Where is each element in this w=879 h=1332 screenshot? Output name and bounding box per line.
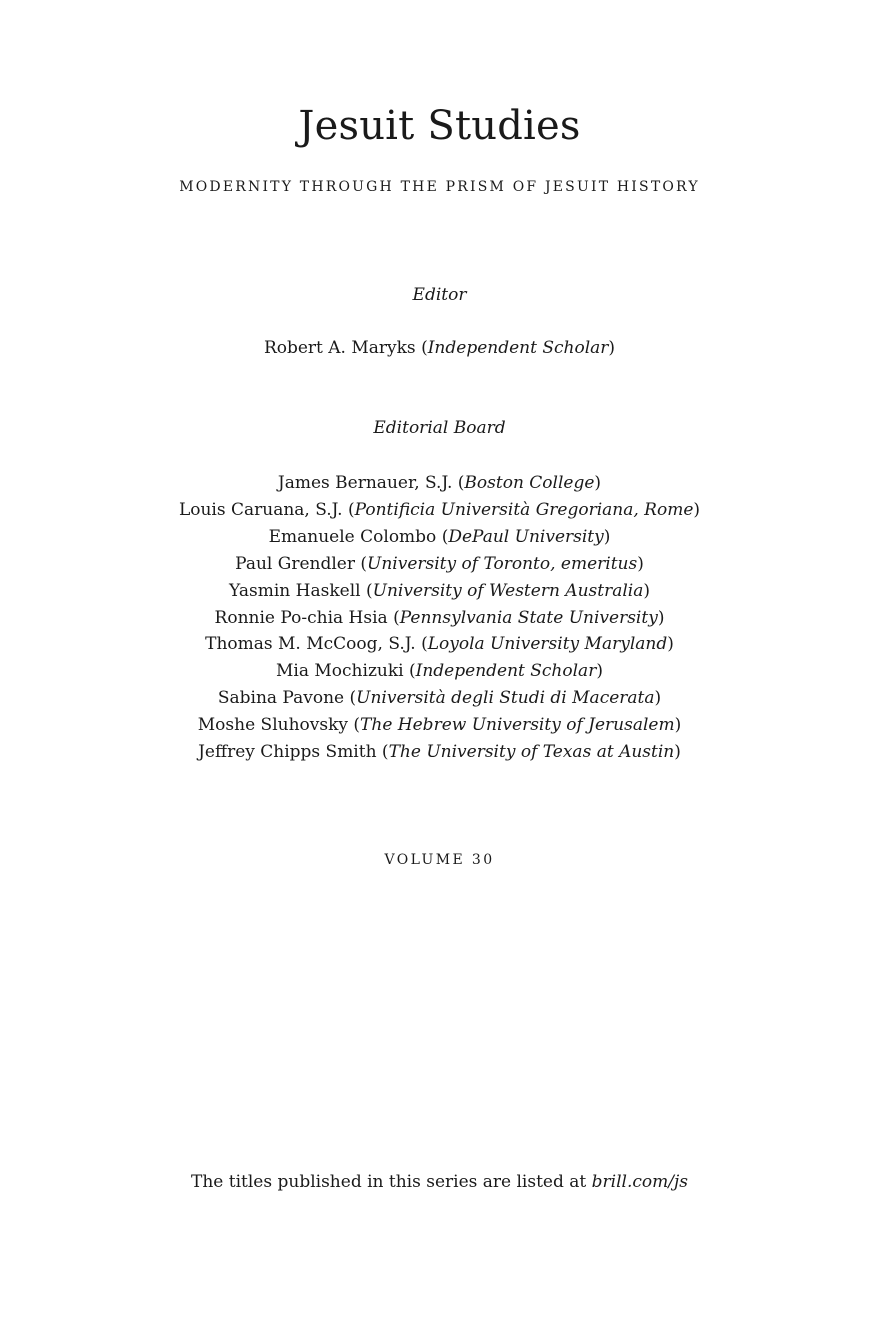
editor-entry: Robert A. Maryks (Independent Scholar) (263, 338, 616, 358)
board-member-name: Paul Grendler (235, 553, 355, 574)
series-website-link[interactable]: brill.com/js (591, 1172, 688, 1192)
board-member-affiliation: The Hebrew University of Jerusalem (360, 715, 675, 736)
series-subtitle: MODERNITY THROUGH THE PRISM OF JESUIT HISTORY (179, 179, 700, 195)
board-member-name: Sabina Pavone (217, 688, 345, 709)
board-member-name: Louis Caruana, S.J. (178, 499, 343, 520)
editorial-board-list (0, 470, 879, 766)
board-member: James Bernauer, S.J. (Boston College) (277, 473, 602, 493)
editor-heading: Editor (412, 285, 467, 305)
board-member: Louis Caruana, S.J. (Pontificia Università Gregoriana, Rome) (178, 499, 701, 520)
board-member-name: James Bernauer, S.J. (277, 473, 453, 493)
board-member: Yasmin Haskell (University of Western Australia) (228, 580, 650, 601)
board-member: Sabina Pavone (Università degli Studi di Macerata) (217, 688, 662, 709)
board-member-affiliation: University of Western Australia (372, 580, 644, 601)
editor-affiliation: Independent Scholar (427, 338, 609, 358)
board-member-affiliation: Loyola University Maryland (427, 634, 668, 655)
board-member-name: Yasmin Haskell (228, 580, 361, 601)
board-member: Jeffrey Chipps Smith (The University of Texas at Austin) (198, 742, 681, 763)
board-member: Ronnie Po-chia Hsia (Pennsylvania State University) (214, 607, 665, 628)
board-member: Moshe Sluhovsky (The Hebrew University of Jerusalem) (197, 715, 682, 736)
series-listing-text: The titles published in this series are listed at (191, 1172, 587, 1192)
board-member-affiliation: DePaul University (448, 526, 604, 547)
board-member: Emanuele Colombo (DePaul University) (268, 526, 611, 547)
board-member: Mia Mochizuki (Independent Scholar) (276, 661, 603, 682)
board-member: Paul Grendler (University of Toronto, emeritus) (235, 553, 644, 574)
board-member-name: Moshe Sluhovsky (197, 715, 348, 736)
editorial-board-heading: Editorial Board (373, 418, 506, 438)
board-member-name: Emanuele Colombo (268, 526, 437, 547)
volume-number: VOLUME 30 (384, 852, 495, 868)
board-member-affiliation: The University of Texas at Austin (388, 742, 675, 763)
board-member-affiliation: Boston College (464, 473, 595, 493)
series-listing-note (0, 1170, 879, 1194)
board-member-affiliation: Independent Scholar (415, 661, 597, 682)
board-member: Thomas M. McCoog, S.J. (Loyola University Maryland) (205, 634, 674, 655)
series-title: Jesuit Studies (298, 103, 581, 149)
board-member-affiliation: Pontificia Università Gregoriana, Rome (354, 499, 694, 520)
board-member-affiliation: University of Toronto, emeritus (367, 553, 638, 574)
board-member-name: Jeffrey Chipps Smith (198, 742, 377, 763)
board-member-name: Thomas M. McCoog, S.J. (205, 634, 416, 655)
board-member-affiliation: Università degli Studi di Macerata (356, 688, 655, 709)
editor-name: Robert A. Maryks (263, 338, 416, 358)
board-member-name: Mia Mochizuki (276, 661, 404, 682)
board-member-affiliation: Pennsylvania State University (399, 607, 658, 628)
board-member-name: Ronnie Po-chia Hsia (214, 607, 388, 628)
